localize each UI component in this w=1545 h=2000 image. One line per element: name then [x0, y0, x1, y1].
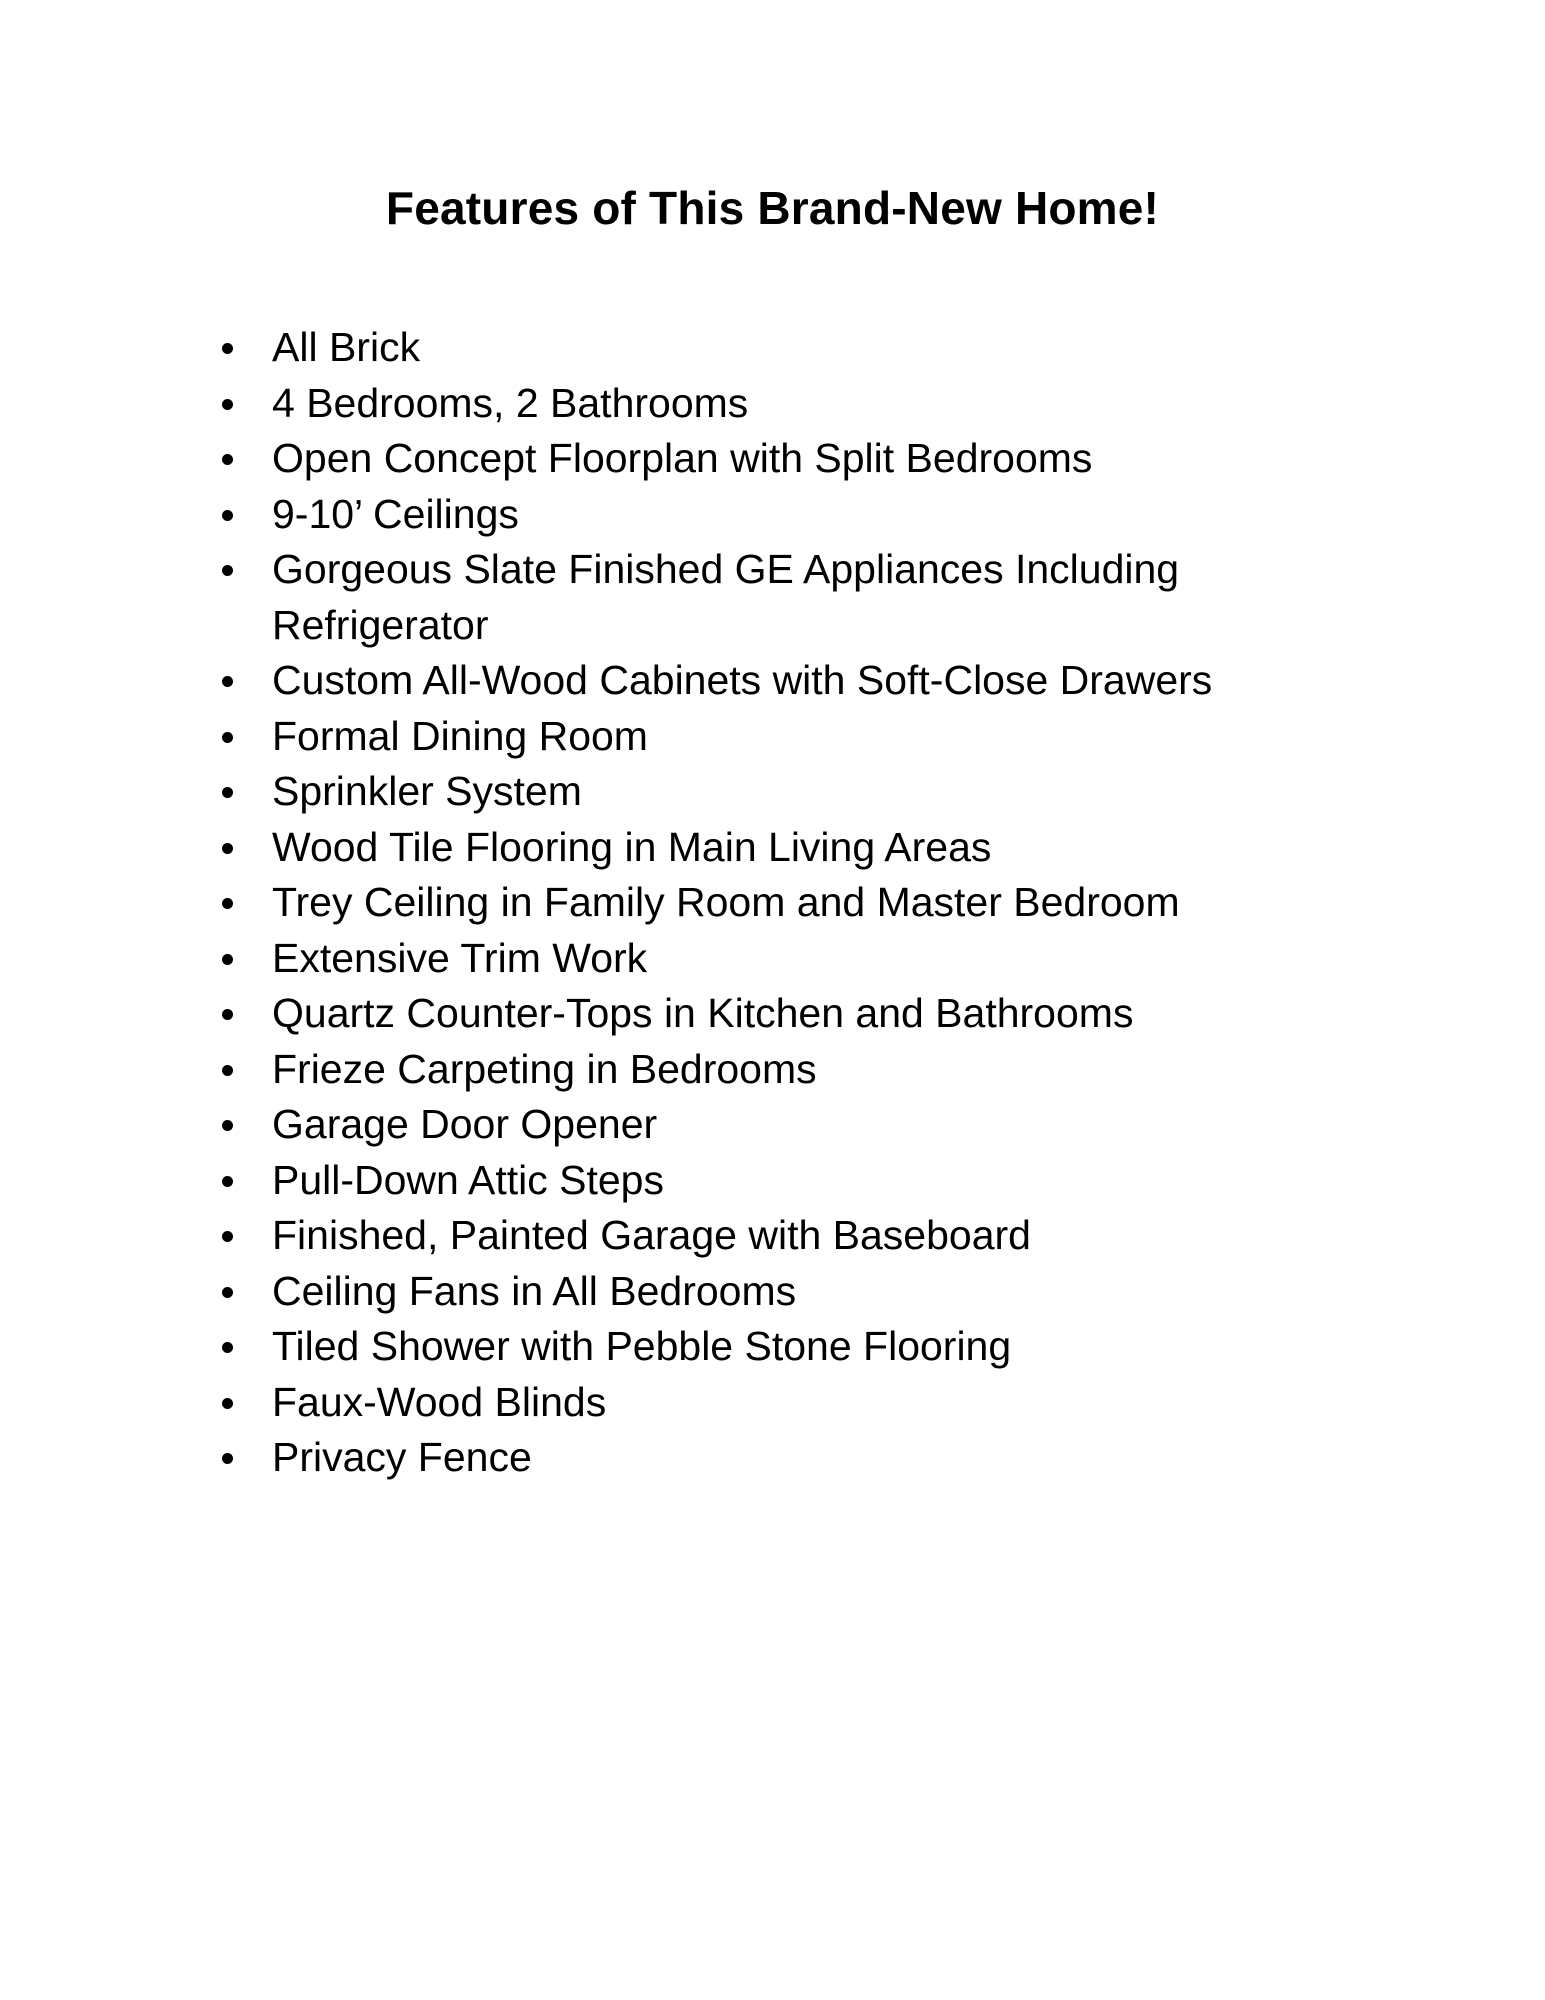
bullet-icon: [222, 732, 233, 743]
feature-text: 9-10’ Ceilings: [272, 490, 519, 537]
list-item: [222, 986, 1357, 1042]
feature-text: Frieze Carpeting in Bedrooms: [272, 1045, 817, 1092]
list-item: [222, 653, 1357, 709]
list-item: [222, 764, 1357, 820]
bullet-icon: [222, 1065, 233, 1076]
feature-text: Faux-Wood Blinds: [272, 1378, 607, 1425]
feature-text: Extensive Trim Work: [272, 934, 648, 981]
feature-text: Custom All-Wood Cabinets with Soft-Close Drawers: [272, 657, 1213, 703]
list-item: [222, 376, 1357, 432]
feature-text: Quartz Counter-Tops in Kitchen and Bathrooms: [272, 990, 1134, 1036]
feature-text: Trey Ceiling in Family Room and Master Bedroom: [272, 879, 1180, 925]
feature-text: Tiled Shower with Pebble Stone Flooring: [272, 1323, 1012, 1369]
list-item: [222, 1042, 1357, 1098]
bullet-icon: [222, 787, 233, 798]
bullet-icon: [222, 1120, 233, 1131]
list-item: [222, 820, 1357, 876]
feature-text: 4 Bedrooms, 2 Bathrooms: [272, 379, 749, 426]
feature-text: Finished, Painted Garage with Baseboard: [272, 1212, 1031, 1258]
page-title: Features of This Brand-New Home!: [385, 182, 1160, 234]
bullet-icon: [222, 1176, 233, 1187]
list-item: [222, 931, 1357, 987]
feature-text: Sprinkler System: [272, 768, 582, 814]
feature-text: Formal Dining Room: [272, 712, 648, 759]
bullet-icon: [222, 343, 233, 354]
list-item: [222, 320, 1357, 376]
list-item: [222, 431, 1357, 487]
list-item: [222, 1097, 1357, 1153]
list-item: [222, 1208, 1357, 1264]
bullet-icon: [222, 1009, 233, 1020]
list-item: [222, 709, 1357, 765]
list-item: [222, 1319, 1357, 1375]
bullet-icon: [222, 399, 233, 410]
list-item: [222, 542, 1357, 653]
bullet-icon: [222, 510, 233, 521]
list-item: [222, 875, 1357, 931]
feature-text: Wood Tile Flooring in Main Living Areas: [272, 823, 992, 870]
bullet-icon: [222, 843, 233, 854]
feature-text: Pull-Down Attic Steps: [272, 1156, 664, 1203]
list-item: [222, 1264, 1357, 1320]
bullet-icon: [222, 565, 233, 576]
list-item: [222, 1430, 1357, 1486]
bullet-icon: [222, 898, 233, 909]
bullet-icon: [222, 1231, 233, 1242]
feature-text: Open Concept Floorplan with Split Bedrooms: [272, 435, 1093, 481]
feature-text: All Brick: [272, 324, 421, 370]
bullet-icon: [222, 676, 233, 687]
features-list: [222, 320, 1422, 1486]
list-item: [222, 1375, 1357, 1431]
bullet-icon: [222, 1398, 233, 1409]
list-item: [222, 1153, 1357, 1209]
bullet-icon: [222, 954, 233, 965]
feature-text: Ceiling Fans in All Bedrooms: [272, 1267, 797, 1314]
feature-text: Garage Door Opener: [272, 1101, 658, 1147]
bullet-icon: [222, 1453, 233, 1464]
feature-text: Privacy Fence: [272, 1434, 532, 1480]
feature-text: Gorgeous Slate Finished GE Appliances Including Refrigerator: [272, 546, 1180, 648]
bullet-icon: [222, 1287, 233, 1298]
bullet-icon: [222, 454, 233, 465]
bullet-icon: [222, 1342, 233, 1353]
list-item: [222, 487, 1357, 543]
